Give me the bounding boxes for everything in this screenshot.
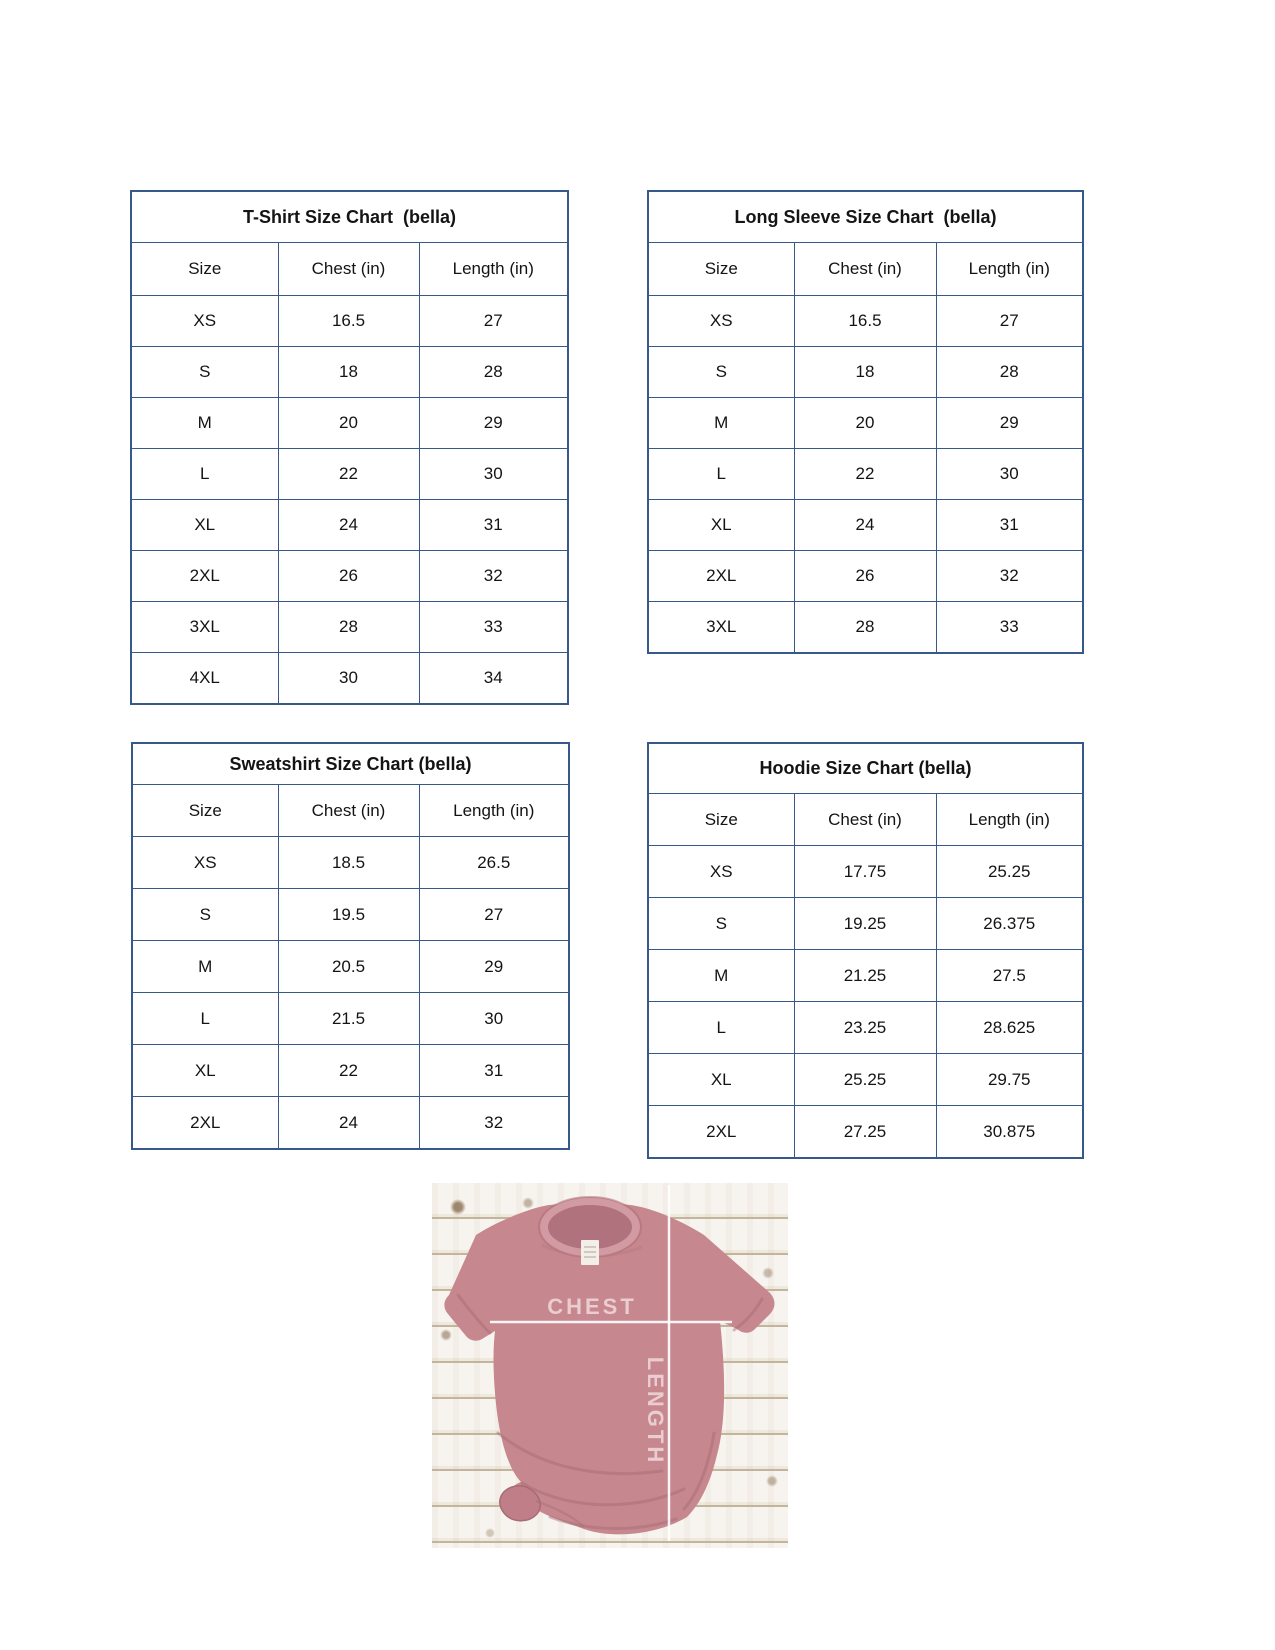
size-row xyxy=(648,1054,1083,1106)
size-cell: M xyxy=(132,941,278,993)
size-cell: 19.5 xyxy=(278,889,419,941)
size-cell: 31 xyxy=(419,500,568,551)
size-cell: M xyxy=(648,950,794,1002)
size-cell: 3XL xyxy=(648,602,794,654)
size-cell: 27 xyxy=(419,889,569,941)
size-cell: 3XL xyxy=(131,602,278,653)
hoodie-table-title: Hoodie Size Chart (bella) xyxy=(648,743,1083,794)
size-cell: 27 xyxy=(419,296,568,347)
size-cell: 31 xyxy=(936,500,1083,551)
size-cell: L xyxy=(132,993,278,1045)
chest-label: CHEST xyxy=(547,1294,637,1319)
size-cell: 28 xyxy=(936,347,1083,398)
tshirt-illustration xyxy=(432,1183,788,1548)
size-cell: 21.25 xyxy=(794,950,936,1002)
size-cell: XS xyxy=(648,846,794,898)
size-cell: XS xyxy=(648,296,794,347)
size-cell: 27.5 xyxy=(936,950,1083,1002)
size-row xyxy=(648,398,1083,449)
table-header-row xyxy=(132,785,569,837)
long-sleeve-table-title: Long Sleeve Size Chart (bella) xyxy=(648,191,1083,243)
size-cell: 18 xyxy=(278,347,419,398)
size-cell: 24 xyxy=(278,500,419,551)
col-header-chest: Chest (in) xyxy=(794,243,936,296)
size-cell: L xyxy=(648,1002,794,1054)
size-cell: 24 xyxy=(278,1097,419,1150)
size-cell: 24 xyxy=(794,500,936,551)
size-cell: XS xyxy=(132,837,278,889)
length-label: LENGTH xyxy=(643,1356,668,1466)
sweatshirt-table-title: Sweatshirt Size Chart (bella) xyxy=(132,743,569,785)
size-row xyxy=(648,1106,1083,1159)
size-cell: XL xyxy=(648,500,794,551)
size-row xyxy=(132,889,569,941)
size-cell: 22 xyxy=(278,449,419,500)
size-cell: 23.25 xyxy=(794,1002,936,1054)
size-cell: L xyxy=(648,449,794,500)
col-header-size: Size xyxy=(132,785,278,837)
size-row xyxy=(131,551,568,602)
size-row xyxy=(648,602,1083,654)
size-cell: 30.875 xyxy=(936,1106,1083,1159)
size-cell: 29 xyxy=(419,941,569,993)
col-header-length: Length (in) xyxy=(419,785,569,837)
size-cell: 29 xyxy=(936,398,1083,449)
size-row xyxy=(131,296,568,347)
size-cell: 27 xyxy=(936,296,1083,347)
size-row xyxy=(648,500,1083,551)
size-cell: M xyxy=(131,398,278,449)
hoodie-size-table xyxy=(647,742,1084,1159)
size-row xyxy=(132,1045,569,1097)
col-header-chest: Chest (in) xyxy=(794,794,936,846)
size-cell: 2XL xyxy=(131,551,278,602)
size-cell: 25.25 xyxy=(794,1054,936,1106)
size-cell: 34 xyxy=(419,653,568,705)
size-cell: M xyxy=(648,398,794,449)
size-cell: 28 xyxy=(794,602,936,654)
size-cell: S xyxy=(648,898,794,950)
size-cell: S xyxy=(131,347,278,398)
size-row xyxy=(131,449,568,500)
tshirt-size-table xyxy=(130,190,569,705)
size-cell: 33 xyxy=(419,602,568,653)
size-cell: 20 xyxy=(278,398,419,449)
size-cell: 32 xyxy=(419,551,568,602)
size-cell: XL xyxy=(132,1045,278,1097)
size-cell: 30 xyxy=(419,993,569,1045)
size-cell: 2XL xyxy=(648,1106,794,1159)
size-row xyxy=(648,347,1083,398)
size-row xyxy=(132,941,569,993)
size-cell: S xyxy=(132,889,278,941)
size-cell: 18.5 xyxy=(278,837,419,889)
size-cell: L xyxy=(131,449,278,500)
tshirt-table-title: T-Shirt Size Chart (bella) xyxy=(131,191,568,243)
size-cell: 26 xyxy=(278,551,419,602)
size-cell: 26 xyxy=(794,551,936,602)
size-cell: 16.5 xyxy=(794,296,936,347)
size-cell: 30 xyxy=(419,449,568,500)
col-header-length: Length (in) xyxy=(936,794,1083,846)
sweatshirt-size-table xyxy=(131,742,570,1150)
col-header-length: Length (in) xyxy=(419,243,568,296)
size-cell: 30 xyxy=(278,653,419,705)
size-cell: 29 xyxy=(419,398,568,449)
table-title-row xyxy=(648,743,1083,794)
size-cell: 29.75 xyxy=(936,1054,1083,1106)
table-header-row xyxy=(648,243,1083,296)
size-cell: 2XL xyxy=(132,1097,278,1150)
size-cell: 4XL xyxy=(131,653,278,705)
size-cell: 22 xyxy=(278,1045,419,1097)
size-row xyxy=(132,993,569,1045)
col-header-size: Size xyxy=(648,794,794,846)
tshirt-measurement-photo xyxy=(432,1183,788,1548)
size-cell: 26.5 xyxy=(419,837,569,889)
size-cell: 25.25 xyxy=(936,846,1083,898)
size-cell: 28 xyxy=(278,602,419,653)
size-cell: 2XL xyxy=(648,551,794,602)
col-header-length: Length (in) xyxy=(936,243,1083,296)
size-row xyxy=(131,398,568,449)
size-cell: XS xyxy=(131,296,278,347)
size-row xyxy=(648,449,1083,500)
size-cell: XL xyxy=(131,500,278,551)
size-row xyxy=(131,500,568,551)
size-cell: 22 xyxy=(794,449,936,500)
col-header-chest: Chest (in) xyxy=(278,785,419,837)
table-title-row xyxy=(648,191,1083,243)
size-cell: 33 xyxy=(936,602,1083,654)
table-header-row xyxy=(131,243,568,296)
size-cell: XL xyxy=(648,1054,794,1106)
size-cell: 28 xyxy=(419,347,568,398)
size-row xyxy=(648,898,1083,950)
size-row xyxy=(131,602,568,653)
table-header-row xyxy=(648,794,1083,846)
size-cell: 19.25 xyxy=(794,898,936,950)
size-cell: 30 xyxy=(936,449,1083,500)
size-cell: S xyxy=(648,347,794,398)
size-cell: 27.25 xyxy=(794,1106,936,1159)
size-row xyxy=(648,296,1083,347)
size-row xyxy=(131,653,568,705)
size-row xyxy=(648,950,1083,1002)
size-cell: 21.5 xyxy=(278,993,419,1045)
size-cell: 17.75 xyxy=(794,846,936,898)
long-sleeve-size-table xyxy=(647,190,1084,654)
size-row xyxy=(648,846,1083,898)
size-cell: 16.5 xyxy=(278,296,419,347)
size-cell: 31 xyxy=(419,1045,569,1097)
size-row xyxy=(132,837,569,889)
size-row xyxy=(648,551,1083,602)
size-cell: 20.5 xyxy=(278,941,419,993)
size-cell: 32 xyxy=(419,1097,569,1150)
size-row xyxy=(648,1002,1083,1054)
size-cell: 20 xyxy=(794,398,936,449)
col-header-chest: Chest (in) xyxy=(278,243,419,296)
col-header-size: Size xyxy=(648,243,794,296)
size-cell: 18 xyxy=(794,347,936,398)
col-header-size: Size xyxy=(131,243,278,296)
table-title-row xyxy=(131,191,568,243)
size-cell: 32 xyxy=(936,551,1083,602)
size-row xyxy=(131,347,568,398)
size-cell: 28.625 xyxy=(936,1002,1083,1054)
table-title-row xyxy=(132,743,569,785)
size-row xyxy=(132,1097,569,1150)
size-cell: 26.375 xyxy=(936,898,1083,950)
